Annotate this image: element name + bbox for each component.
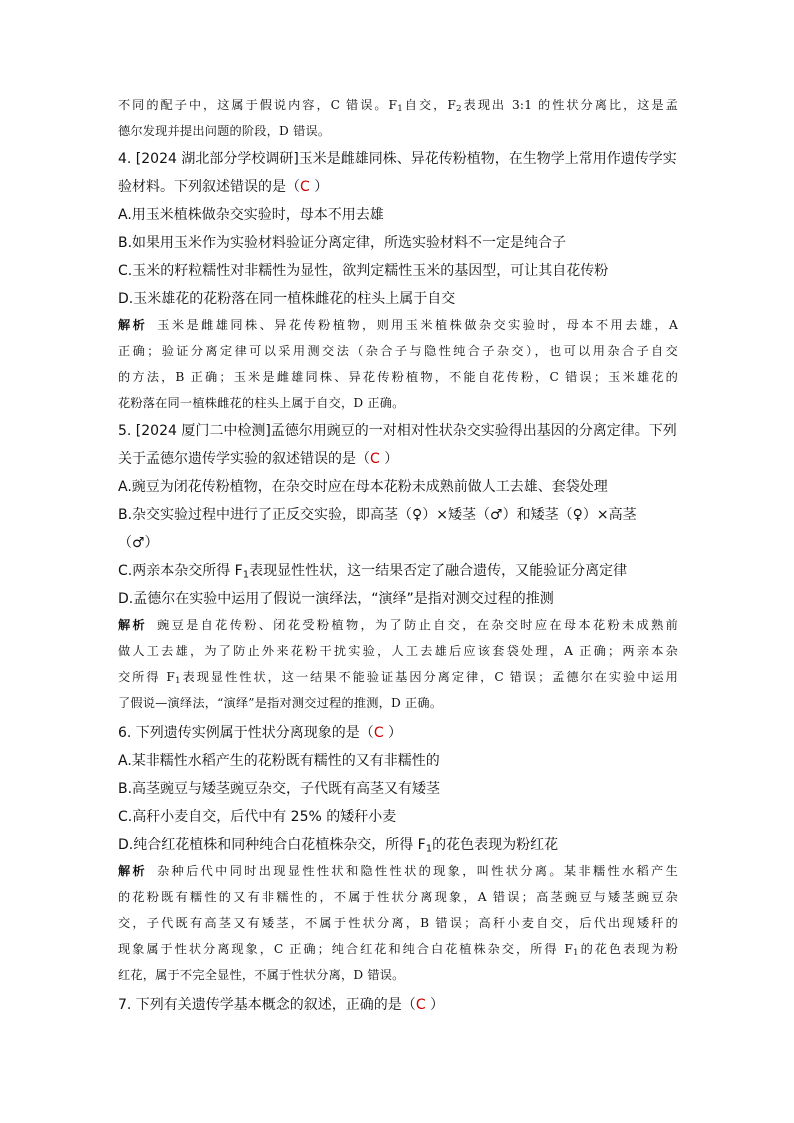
question-7-stem: 7. 下列有关遗传学基本概念的叙述，正确的是（C ）	[118, 997, 445, 1013]
option-a: A.用玉米植株做杂交实验时，母本不用去雄	[118, 207, 384, 223]
analysis-line: 红花，属于不完全显性，不属于性状分离，D 错误。	[118, 968, 405, 982]
option-d: D.孟德尔在实验中运用了假说一演绎法，“演绎”是指对测交过程的推测	[118, 591, 554, 607]
option-b: B.高茎豌豆与矮茎豌豆杂交，子代既有高茎又有矮茎	[118, 781, 441, 797]
analysis-line: 的方法，B 正确；玉米是雌雄同株、异花传粉植物，不能自花传粉，C 错误；玉米雄花的	[118, 370, 678, 384]
option-b-continued: （♂）	[118, 535, 159, 551]
analysis-line: 花粉落在同一植株雌花的柱头上属于自交，D 正确。	[118, 396, 405, 410]
question-5-stem: 5. [2024 厦门二中检测]孟德尔用豌豆的一对相对性状杂交实验得出基因的分离定律。下列	[118, 423, 677, 439]
analysis-line: 了假说—演绎法，“演绎”是指对测交过程的推测，D 正确。	[118, 696, 443, 710]
option-c: C.高秆小麦自交，后代中有 25% 的矮秆小麦	[118, 809, 397, 825]
analysis-label: 解析	[118, 864, 148, 878]
analysis-line: 的花粉既有糯性的又有非糯性的，不属于性状分离现象，A 错误；高茎豌豆与矮茎豌豆杂	[118, 890, 678, 904]
analysis-line: 解析 杂种后代中同时出现显性性状和隐性性状的现象，叫性状分离。某非糯性水稻产生	[118, 864, 678, 878]
analysis-label: 解析	[118, 318, 148, 332]
option-c: C.玉米的籽粒糯性对非糯性为显性，欲判定糯性玉米的基因型，可让其自花传粉	[118, 263, 609, 279]
explanation-line: 德尔发现并提出问题的阶段，D 错误。	[118, 124, 331, 138]
analysis-line: 正确；验证分离定律可以采用测交法（杂合子与隐性纯合子杂交），也可以用杂合子自交	[118, 344, 678, 358]
option-a: A.豌豆为闭花传粉植物，在杂交时应在母本花粉未成熟前做人工去雄、套袋处理	[118, 479, 608, 495]
answer-mark: C	[373, 725, 384, 741]
question-5-stem: 关于孟德尔遗传学实验的叙述错误的是（C ）	[118, 451, 399, 467]
analysis-line: 现象属于性状分离现象，C 正确；纯合红花和纯合白花植株杂交，所得 $F_1$的花色表现为粉	[118, 942, 678, 959]
question-4-stem: 验材料。下列叙述错误的是（C ）	[118, 179, 329, 195]
analysis-line: 解析 豌豆是自花传粉、闭花受粉植物，为了防止自交，在杂交时应在母本花粉未成熟前	[118, 618, 678, 632]
answer-mark: C	[300, 179, 310, 195]
option-d: D.纯合红花植株和同种纯合白花植株杂交，所得 $F_1$的花色表现为粉红花	[118, 837, 559, 855]
option-d: D.玉米雄花的花粉落在同一植株雌花的柱头上属于自交	[118, 291, 456, 307]
analysis-line: 做人工去雄，为了防止外来花粉干扰实验，人工去雄后应该套袋处理，A 正确；两亲本杂	[118, 644, 678, 658]
analysis-line: 交所得 $F_1$表现显性性状，这一结果不能验证基因分离定律，C 错误；孟德尔在实验中运用	[118, 670, 678, 687]
option-c: C.两亲本杂交所得 $F_1$表现显性性状，这一结果否定了融合遗传，又能验证分离定律	[118, 563, 628, 581]
explanation-line: 不同的配子中，这属于假说内容，C 错误。$F_1$自交，$F_2$表现出 3:1 的性状分离比，这是孟	[118, 98, 678, 115]
question-6-stem: 6. 下列遗传实例属于性状分离现象的是（C ）	[118, 725, 403, 741]
analysis-line: 解析 玉米是雌雄同株、异花传粉植物，则用玉米植株做杂交实验时，母本不用去雄，A	[118, 318, 678, 332]
question-4-stem: 4. [2024 湖北部分学校调研]玉米是雌雄同株、异花传粉植物，在生物学上常用作遗传学实	[118, 151, 677, 167]
option-b: B.杂交实验过程中进行了正反交实验，即高茎（♀）×矮茎（♂）和矮茎（♀）×高茎	[118, 507, 637, 523]
answer-mark: C	[370, 451, 380, 467]
analysis-label: 解析	[118, 618, 148, 632]
option-b: B.如果用玉米作为实验材料验证分离定律，所选实验材料不一定是纯合子	[118, 235, 567, 251]
analysis-line: 交，子代既有高茎又有矮茎，不属于性状分离，B 错误；高秆小麦自交，后代出现矮秆的	[118, 916, 678, 930]
option-a: A.某非糯性水稻产生的花粉既有糯性的又有非糯性的	[118, 753, 440, 769]
answer-mark: C	[415, 997, 426, 1013]
